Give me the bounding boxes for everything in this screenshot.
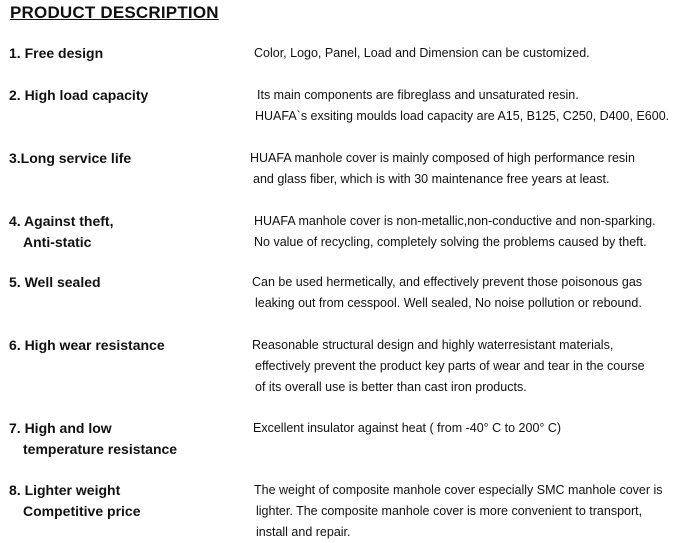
feature-description	[252, 272, 642, 314]
feature-label-line: 7. High and low	[9, 420, 112, 436]
feature-description	[250, 148, 635, 190]
description-line: HUAFA manhole cover is non-metallic,non-conductive and non-sparking.	[254, 214, 656, 228]
feature-description	[254, 43, 590, 64]
feature-label	[9, 272, 101, 293]
description-line: HUAFA`s exsiting moulds load capacity are A15, B125, C250, D400, E600.	[255, 109, 670, 123]
feature-label	[9, 211, 114, 253]
feature-label	[9, 43, 103, 64]
page-title: PRODUCT DESCRIPTION	[10, 3, 219, 22]
description-line: of its overall use is better than cast iron products.	[255, 380, 527, 394]
description-line: effectively prevent the product key parts of wear and tear in the course	[255, 359, 645, 373]
feature-label-line: temperature resistance	[23, 441, 178, 457]
description-line: No value of recycling, completely solving the problems caused by theft.	[254, 235, 647, 249]
feature-label-line: 2. High load capacity	[9, 87, 149, 103]
feature-label	[9, 418, 177, 460]
feature-label	[9, 148, 131, 169]
feature-label-line: 8. Lighter weight	[9, 482, 121, 498]
feature-label-line: 4. Against theft,	[9, 213, 114, 229]
feature-label	[9, 85, 148, 106]
description-line: install and repair.	[256, 525, 351, 539]
feature-label-line: 6. High wear resistance	[9, 337, 165, 353]
description-line: Its main components are fibreglass and unsaturated resin.	[257, 88, 579, 102]
description-line: The weight of composite manhole cover especially SMC manhole cover is	[254, 483, 663, 497]
description-line: HUAFA manhole cover is mainly composed of high performance resin	[250, 151, 635, 165]
description-line: lighter. The composite manhole cover is more convenient to transport,	[256, 504, 643, 518]
feature-description	[257, 85, 669, 127]
feature-description	[252, 335, 645, 398]
feature-description	[254, 480, 663, 543]
description-line: and glass fiber, which is with 30 maintenance free years at least.	[253, 172, 610, 186]
feature-label-line: 3.Long service life	[9, 150, 132, 166]
feature-description	[254, 211, 656, 253]
description-line: Excellent insulator against heat ( from -40° C to 200° C)	[253, 421, 562, 435]
feature-label-line: 1. Free design	[9, 45, 104, 61]
description-line: Reasonable structural design and highly waterresistant materials,	[252, 338, 614, 352]
feature-label	[9, 335, 165, 356]
feature-label	[9, 480, 140, 522]
feature-label-line: Anti-static	[23, 234, 92, 250]
feature-label-line: 5. Well sealed	[9, 274, 101, 290]
feature-description	[253, 418, 561, 439]
description-line: Can be used hermetically, and effectively prevent those poisonous gas	[252, 275, 643, 289]
description-line: Color, Logo, Panel, Load and Dimension can be customized.	[254, 46, 590, 60]
feature-label-line: Competitive price	[23, 503, 141, 519]
description-line: leaking out from cesspool. Well sealed, No noise pollution or rebound.	[255, 296, 642, 310]
